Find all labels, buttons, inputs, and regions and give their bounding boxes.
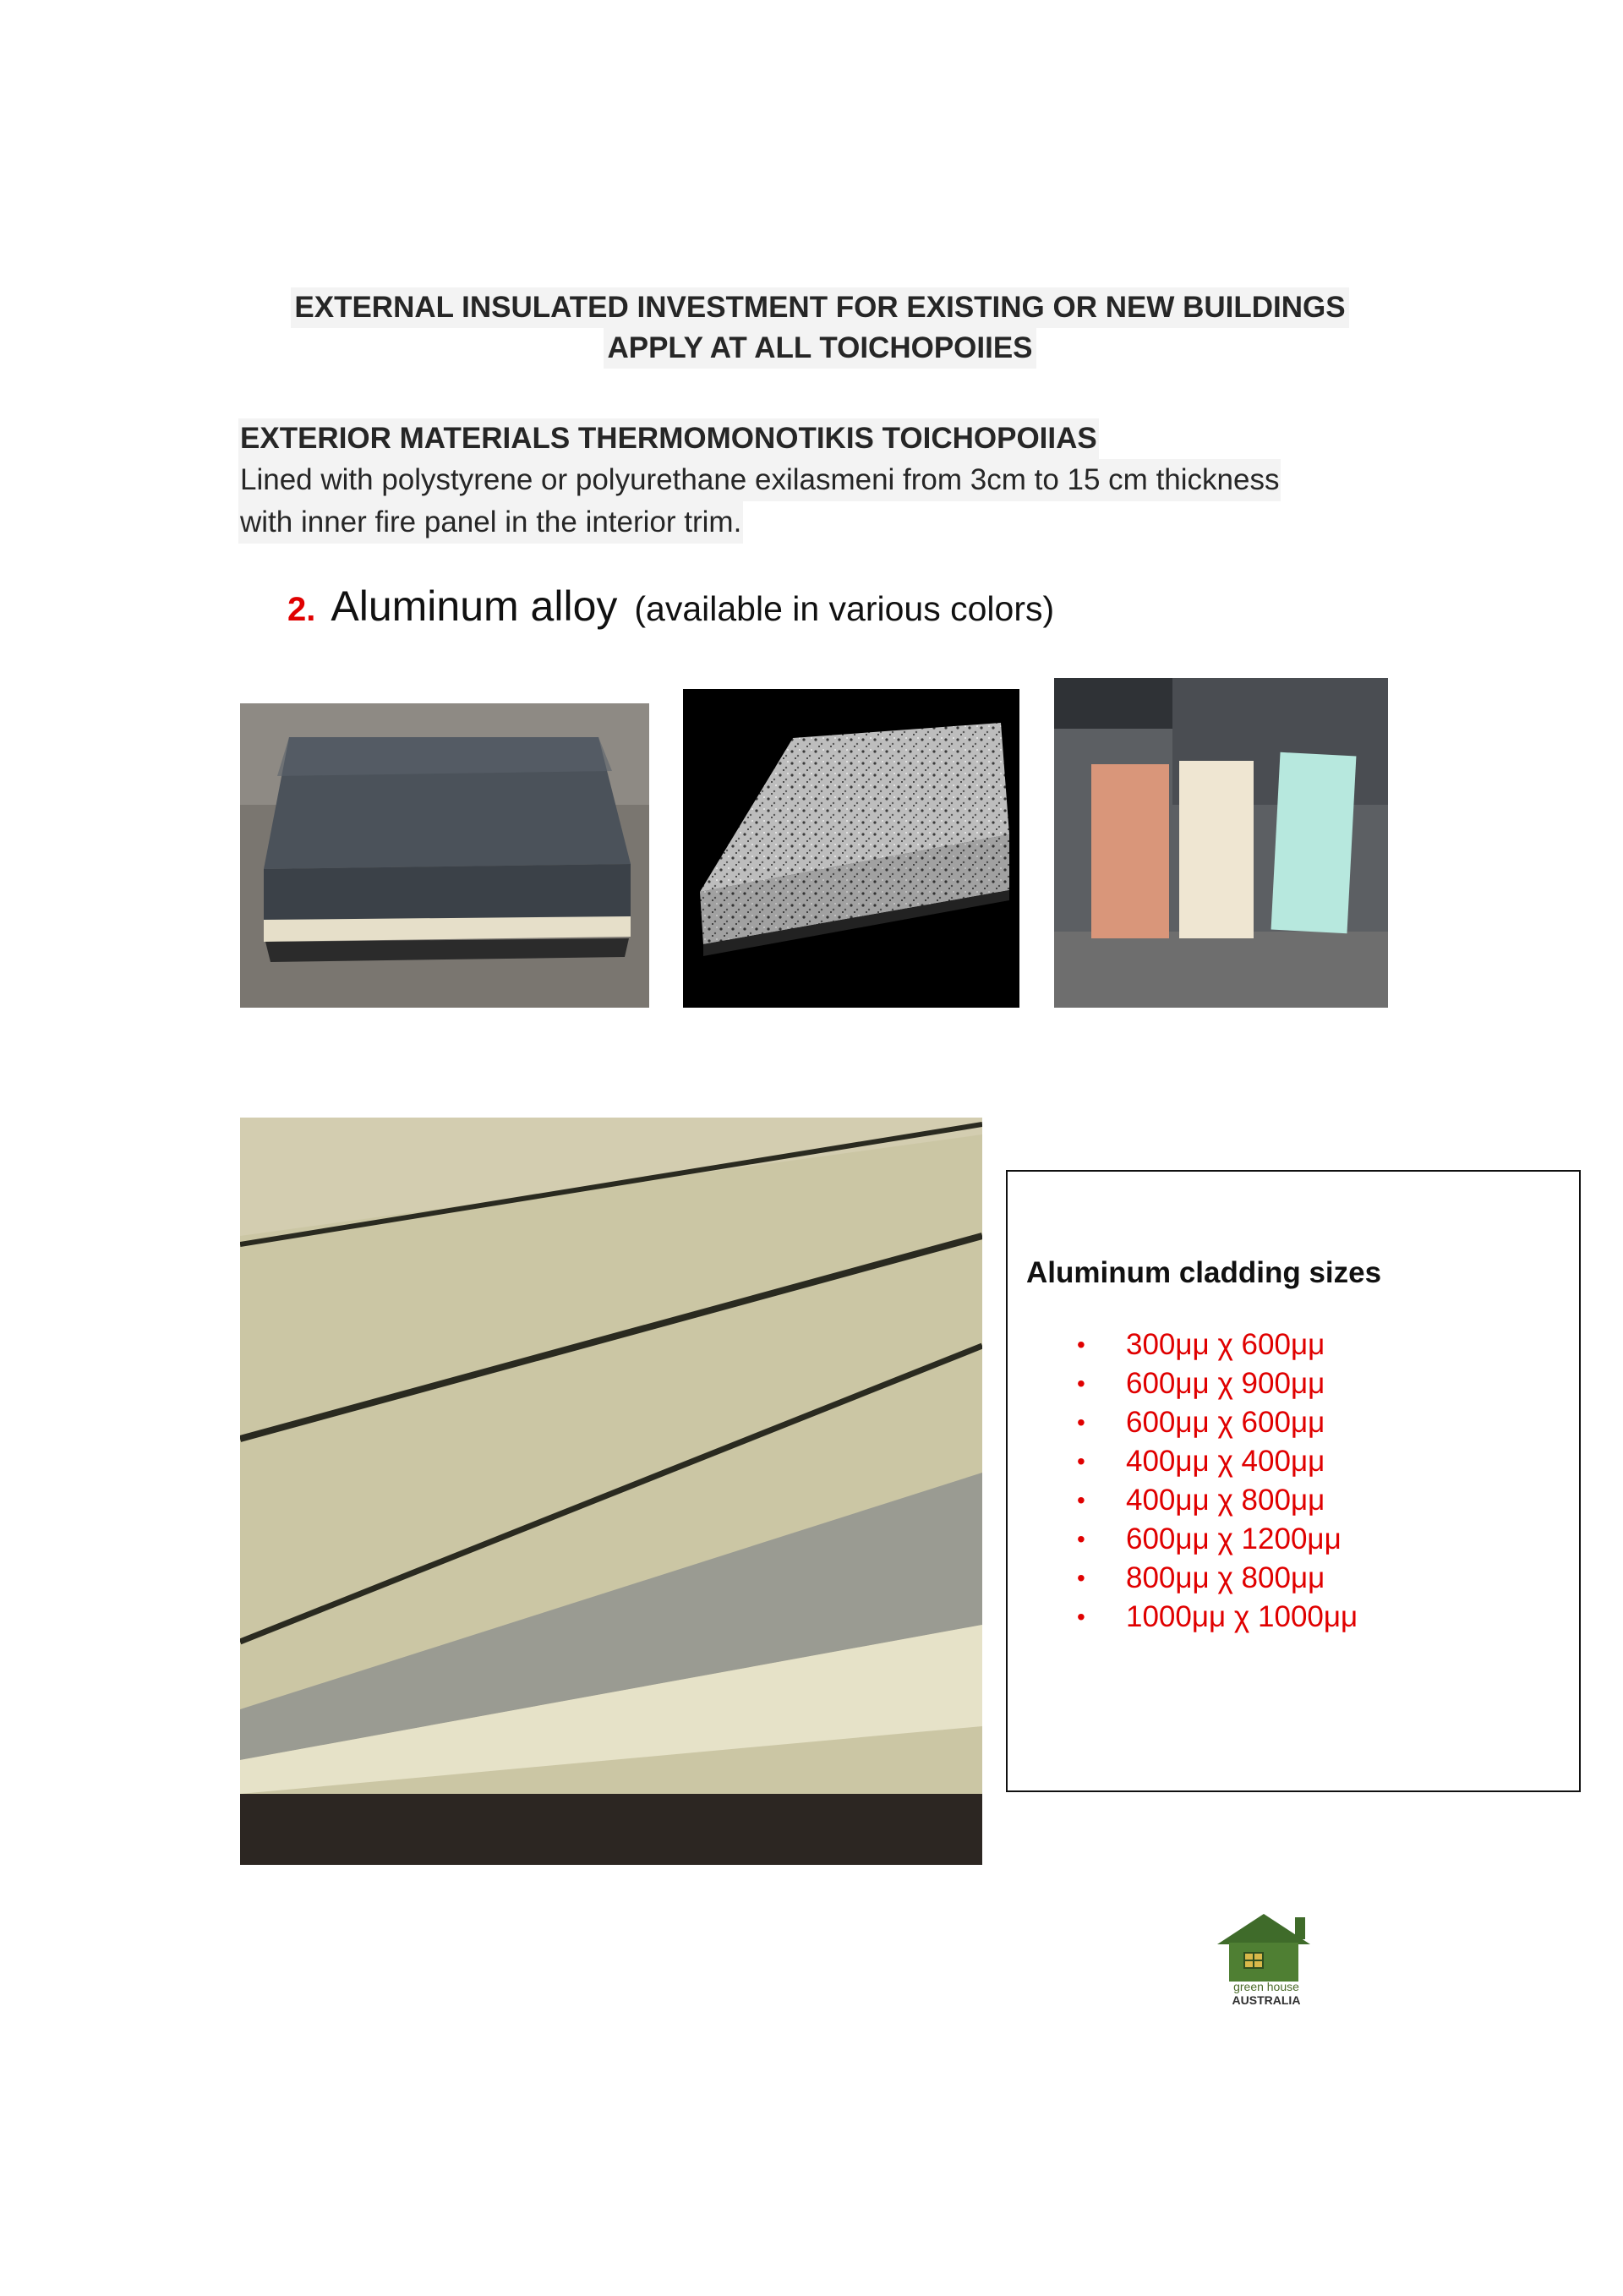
granite-panel-photo bbox=[683, 689, 1019, 1008]
facade-photo bbox=[240, 1118, 982, 1865]
title-line-1: EXTERNAL INSULATED INVESTMENT FOR EXISTING OR NEW BUILDINGS bbox=[291, 287, 1348, 328]
list-item bbox=[1077, 1598, 1358, 1637]
section-name: Aluminum alloy bbox=[331, 582, 618, 630]
materials-subheading: EXTERIOR MATERIALS THERMOMONOTIKIS TOICHOPOIIAS bbox=[238, 418, 1099, 459]
gray-panel-photo bbox=[240, 703, 649, 1008]
size-value: 300μμ χ 600μμ bbox=[1126, 1328, 1325, 1361]
section-number: 2. bbox=[287, 591, 316, 628]
cladding-sizes-box bbox=[1006, 1170, 1581, 1792]
logo-text-line-2: AUSTRALIA bbox=[1232, 1993, 1301, 2007]
materials-description-line-1: Lined with polystyrene or polyurethane exilasmeni from 3cm to 15 cm thickness bbox=[238, 459, 1281, 501]
sizes-list bbox=[1077, 1326, 1358, 1637]
list-item bbox=[1077, 1326, 1358, 1364]
bullet-icon: • bbox=[1077, 1370, 1085, 1397]
size-value: 600μμ χ 900μμ bbox=[1126, 1367, 1325, 1400]
sizes-heading: Aluminum cladding sizes bbox=[1026, 1256, 1382, 1289]
bullet-icon: • bbox=[1077, 1448, 1085, 1474]
size-value: 400μμ χ 400μμ bbox=[1126, 1445, 1325, 1478]
colored-panels-photo bbox=[1054, 678, 1388, 1008]
document-title bbox=[237, 287, 1403, 369]
list-item bbox=[1077, 1364, 1358, 1403]
size-value: 400μμ χ 800μμ bbox=[1126, 1484, 1325, 1517]
materials-description-line-2: with inner fire panel in the interior trim. bbox=[238, 501, 743, 544]
list-item bbox=[1077, 1520, 1358, 1559]
bullet-icon: • bbox=[1077, 1526, 1085, 1552]
title-line-2: APPLY AT ALL TOICHOPOIIES bbox=[604, 328, 1036, 369]
section-note: (available in various colors) bbox=[634, 589, 1055, 628]
bullet-icon: • bbox=[1077, 1331, 1085, 1358]
section-heading bbox=[287, 582, 1054, 631]
materials-intro bbox=[238, 418, 1422, 544]
size-value: 600μμ χ 1200μμ bbox=[1126, 1522, 1342, 1555]
size-value: 1000μμ χ 1000μμ bbox=[1126, 1600, 1358, 1633]
size-value: 600μμ χ 600μμ bbox=[1126, 1406, 1325, 1439]
list-item bbox=[1077, 1481, 1358, 1520]
size-value: 800μμ χ 800μμ bbox=[1126, 1561, 1325, 1594]
bullet-icon: • bbox=[1077, 1487, 1085, 1513]
logo-text-line-1: green house bbox=[1233, 1980, 1299, 1993]
list-item bbox=[1077, 1403, 1358, 1442]
bullet-icon: • bbox=[1077, 1409, 1085, 1435]
bullet-icon: • bbox=[1077, 1604, 1085, 1630]
list-item bbox=[1077, 1559, 1358, 1598]
house-icon bbox=[1200, 1911, 1327, 1987]
list-item bbox=[1077, 1442, 1358, 1481]
bullet-icon: • bbox=[1077, 1565, 1085, 1591]
